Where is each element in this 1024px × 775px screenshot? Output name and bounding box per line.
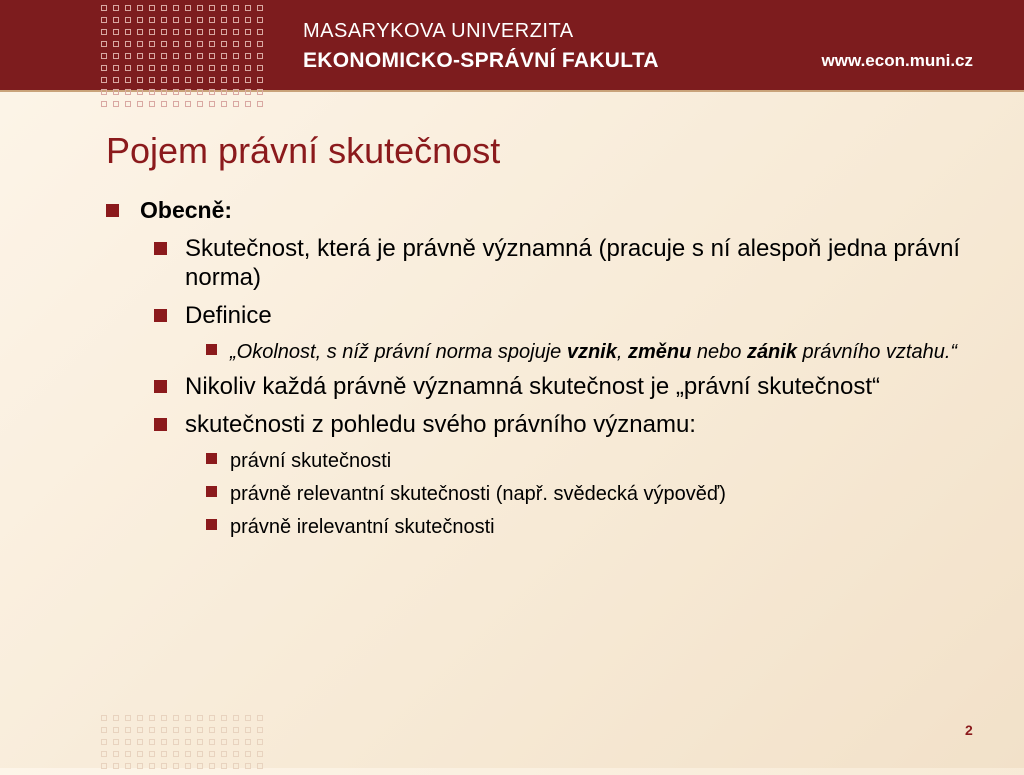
decorative-dot bbox=[113, 101, 119, 107]
decorative-dot bbox=[101, 53, 107, 59]
decorative-dot bbox=[257, 77, 263, 83]
decorative-dot bbox=[137, 727, 143, 733]
decorative-dot bbox=[209, 29, 215, 35]
decorative-dot bbox=[221, 727, 227, 733]
decorative-dot bbox=[101, 77, 107, 83]
bullet-text: skutečnosti z pohledu svého právního významu: bbox=[185, 411, 696, 438]
decorative-dot bbox=[221, 77, 227, 83]
faculty-name: EKONOMICKO-SPRÁVNÍ FAKULTA bbox=[303, 49, 659, 72]
decorative-dot bbox=[185, 29, 191, 35]
decorative-dot bbox=[113, 41, 119, 47]
decorative-dot bbox=[233, 5, 239, 11]
decorative-dot bbox=[209, 89, 215, 95]
bullet-text: právní skutečnosti bbox=[230, 450, 392, 472]
decorative-dot bbox=[257, 715, 263, 721]
decorative-dot bbox=[185, 739, 191, 745]
decorative-dot bbox=[173, 763, 179, 769]
decorative-dot bbox=[113, 89, 119, 95]
decorative-dot bbox=[173, 739, 179, 745]
decorative-dot bbox=[161, 53, 167, 59]
decorative-dot bbox=[161, 65, 167, 71]
decorative-dot bbox=[101, 715, 107, 721]
bullet-text: právně irelevantní skutečnosti bbox=[230, 516, 495, 538]
decorative-dot bbox=[197, 53, 203, 59]
decorative-dot bbox=[113, 751, 119, 757]
decorative-dot bbox=[233, 763, 239, 769]
decorative-dot bbox=[257, 41, 263, 47]
decorative-dot bbox=[221, 65, 227, 71]
square-bullet-icon bbox=[206, 344, 217, 355]
decorative-dot bbox=[233, 739, 239, 745]
decorative-dot bbox=[245, 763, 251, 769]
decorative-dot bbox=[209, 751, 215, 757]
decorative-dot bbox=[185, 65, 191, 71]
decorative-dot bbox=[137, 5, 143, 11]
decorative-dot bbox=[125, 53, 131, 59]
decorative-dot bbox=[125, 715, 131, 721]
decorative-dot bbox=[113, 727, 119, 733]
decorative-dot bbox=[185, 5, 191, 11]
decorative-dot bbox=[161, 5, 167, 11]
bullet-level3 bbox=[206, 481, 986, 507]
decorative-dot-grid-bottom bbox=[101, 715, 269, 775]
decorative-dot bbox=[161, 101, 167, 107]
decorative-dot bbox=[221, 763, 227, 769]
decorative-dot bbox=[137, 65, 143, 71]
definition-emphasis-zmenu: změnu bbox=[627, 341, 692, 363]
bullet-level1 bbox=[106, 197, 986, 224]
decorative-dot bbox=[209, 727, 215, 733]
decorative-dot bbox=[197, 41, 203, 47]
decorative-dot bbox=[257, 739, 263, 745]
decorative-dot bbox=[113, 5, 119, 11]
decorative-dot bbox=[101, 101, 107, 107]
decorative-dot bbox=[125, 41, 131, 47]
decorative-dot bbox=[245, 65, 251, 71]
university-name: MASARYKOVA UNIVERZITA bbox=[303, 20, 574, 42]
decorative-dot bbox=[149, 65, 155, 71]
decorative-dot bbox=[257, 53, 263, 59]
decorative-dot bbox=[173, 41, 179, 47]
decorative-dot bbox=[245, 727, 251, 733]
bullet-level3-definition bbox=[206, 339, 986, 365]
decorative-dot bbox=[197, 65, 203, 71]
decorative-dot bbox=[137, 41, 143, 47]
decorative-dot bbox=[245, 29, 251, 35]
decorative-dot bbox=[137, 101, 143, 107]
decorative-dot bbox=[101, 65, 107, 71]
header-bar bbox=[0, 0, 1024, 92]
decorative-dot bbox=[197, 763, 203, 769]
decorative-dot bbox=[125, 751, 131, 757]
slide-title: Pojem právní skutečnost bbox=[106, 130, 501, 171]
decorative-dot bbox=[173, 715, 179, 721]
decorative-dot bbox=[185, 17, 191, 23]
decorative-dot bbox=[173, 101, 179, 107]
decorative-dot bbox=[257, 89, 263, 95]
decorative-dot bbox=[125, 5, 131, 11]
decorative-dot bbox=[137, 763, 143, 769]
decorative-dot bbox=[149, 739, 155, 745]
decorative-dot bbox=[197, 17, 203, 23]
definition-text-part: právního vztahu.“ bbox=[796, 341, 958, 363]
decorative-dot bbox=[173, 89, 179, 95]
square-bullet-icon bbox=[106, 204, 119, 217]
decorative-dot bbox=[125, 65, 131, 71]
decorative-dot bbox=[233, 17, 239, 23]
decorative-dot bbox=[173, 751, 179, 757]
decorative-dot bbox=[137, 751, 143, 757]
decorative-dot bbox=[137, 29, 143, 35]
decorative-dot bbox=[233, 715, 239, 721]
definition-emphasis-vznik: vznik bbox=[566, 341, 617, 363]
square-bullet-icon bbox=[154, 380, 167, 393]
decorative-dot bbox=[173, 17, 179, 23]
decorative-dot bbox=[137, 77, 143, 83]
definition-text-part: „Okolnost, s níž právní norma spojuje bbox=[230, 341, 567, 363]
decorative-dot bbox=[197, 29, 203, 35]
decorative-dot bbox=[101, 5, 107, 11]
decorative-dot bbox=[113, 65, 119, 71]
decorative-dot bbox=[113, 29, 119, 35]
decorative-dot bbox=[233, 29, 239, 35]
definition-text-part: , bbox=[616, 341, 628, 363]
decorative-dot bbox=[113, 77, 119, 83]
decorative-dot bbox=[101, 739, 107, 745]
bullet-level3 bbox=[206, 448, 986, 474]
page-number: 2 bbox=[965, 722, 973, 738]
bullet-level2 bbox=[154, 372, 986, 401]
decorative-dot bbox=[245, 53, 251, 59]
decorative-dot bbox=[233, 727, 239, 733]
decorative-dot bbox=[221, 751, 227, 757]
decorative-dot bbox=[221, 5, 227, 11]
decorative-dot bbox=[221, 101, 227, 107]
decorative-dot bbox=[161, 715, 167, 721]
decorative-dot bbox=[233, 41, 239, 47]
decorative-dot bbox=[149, 41, 155, 47]
slide-content bbox=[106, 197, 986, 547]
decorative-dot bbox=[149, 53, 155, 59]
decorative-dot bbox=[245, 739, 251, 745]
decorative-dot bbox=[209, 763, 215, 769]
decorative-dot bbox=[101, 751, 107, 757]
decorative-dot bbox=[197, 101, 203, 107]
decorative-dot bbox=[173, 77, 179, 83]
decorative-dot bbox=[209, 5, 215, 11]
decorative-dot bbox=[161, 29, 167, 35]
decorative-dot bbox=[113, 53, 119, 59]
decorative-dot bbox=[149, 763, 155, 769]
decorative-dot bbox=[221, 739, 227, 745]
decorative-dot bbox=[245, 751, 251, 757]
square-bullet-icon bbox=[154, 309, 167, 322]
decorative-dot bbox=[149, 17, 155, 23]
decorative-dot bbox=[173, 29, 179, 35]
decorative-dot bbox=[197, 715, 203, 721]
square-bullet-icon bbox=[206, 519, 217, 530]
decorative-dot bbox=[149, 101, 155, 107]
decorative-dot bbox=[185, 751, 191, 757]
decorative-dot bbox=[137, 739, 143, 745]
decorative-dot bbox=[257, 17, 263, 23]
definition-emphasis-zanik: zánik bbox=[746, 341, 797, 363]
square-bullet-icon bbox=[206, 453, 217, 464]
decorative-dot bbox=[185, 763, 191, 769]
decorative-dot bbox=[257, 101, 263, 107]
decorative-dot bbox=[101, 89, 107, 95]
decorative-dot bbox=[161, 763, 167, 769]
decorative-dot bbox=[197, 727, 203, 733]
decorative-dot bbox=[161, 77, 167, 83]
decorative-dot bbox=[257, 65, 263, 71]
decorative-dot bbox=[101, 727, 107, 733]
decorative-dot bbox=[125, 77, 131, 83]
bullet-level2 bbox=[154, 301, 986, 330]
decorative-dot bbox=[137, 53, 143, 59]
decorative-dot bbox=[257, 763, 263, 769]
decorative-dot bbox=[197, 77, 203, 83]
square-bullet-icon bbox=[154, 242, 167, 255]
decorative-dot bbox=[161, 89, 167, 95]
decorative-dot bbox=[221, 53, 227, 59]
decorative-dot bbox=[125, 101, 131, 107]
decorative-dot bbox=[125, 739, 131, 745]
decorative-dot bbox=[137, 17, 143, 23]
website-url: www.econ.muni.cz bbox=[821, 51, 973, 70]
decorative-dot bbox=[233, 77, 239, 83]
decorative-dot bbox=[221, 29, 227, 35]
decorative-dot bbox=[245, 89, 251, 95]
decorative-dot bbox=[185, 53, 191, 59]
decorative-dot bbox=[245, 17, 251, 23]
bullet-text: Nikoliv každá právně významná skutečnost je „právní skutečnost“ bbox=[185, 373, 880, 400]
decorative-dot bbox=[113, 739, 119, 745]
decorative-dot bbox=[173, 5, 179, 11]
decorative-dot bbox=[173, 65, 179, 71]
decorative-dot bbox=[257, 751, 263, 757]
decorative-dot bbox=[125, 89, 131, 95]
decorative-dot bbox=[113, 17, 119, 23]
decorative-dot bbox=[125, 763, 131, 769]
bullet-level2 bbox=[154, 234, 986, 292]
decorative-dot bbox=[149, 5, 155, 11]
decorative-dot bbox=[197, 751, 203, 757]
decorative-dot bbox=[197, 5, 203, 11]
bullet-level2 bbox=[154, 410, 986, 439]
decorative-dot bbox=[149, 29, 155, 35]
decorative-dot bbox=[185, 77, 191, 83]
decorative-dot bbox=[233, 751, 239, 757]
decorative-dot bbox=[257, 29, 263, 35]
decorative-dot bbox=[149, 751, 155, 757]
bullet-text: Obecně: bbox=[140, 197, 233, 223]
decorative-dot bbox=[137, 89, 143, 95]
decorative-dot bbox=[209, 17, 215, 23]
decorative-dot bbox=[113, 763, 119, 769]
bullet-text: Skutečnost, která je právně významná (pracuje s ní alespoň jedna právní norma) bbox=[185, 235, 961, 291]
decorative-dot bbox=[233, 89, 239, 95]
decorative-dot bbox=[257, 727, 263, 733]
decorative-dot bbox=[233, 53, 239, 59]
definition-text-part: nebo bbox=[691, 341, 747, 363]
bullet-level3 bbox=[206, 514, 986, 540]
decorative-dot bbox=[245, 715, 251, 721]
bullet-text: Definice bbox=[185, 302, 272, 329]
decorative-dot-grid-top bbox=[101, 5, 269, 113]
decorative-dot bbox=[221, 89, 227, 95]
decorative-dot bbox=[185, 101, 191, 107]
decorative-dot bbox=[161, 739, 167, 745]
decorative-dot bbox=[209, 715, 215, 721]
decorative-dot bbox=[161, 17, 167, 23]
square-bullet-icon bbox=[154, 418, 167, 431]
decorative-dot bbox=[101, 41, 107, 47]
decorative-dot bbox=[161, 727, 167, 733]
decorative-dot bbox=[161, 41, 167, 47]
decorative-dot bbox=[113, 715, 119, 721]
square-bullet-icon bbox=[206, 486, 217, 497]
decorative-dot bbox=[149, 715, 155, 721]
decorative-dot bbox=[197, 739, 203, 745]
decorative-dot bbox=[221, 41, 227, 47]
decorative-dot bbox=[125, 17, 131, 23]
decorative-dot bbox=[233, 101, 239, 107]
decorative-dot bbox=[209, 53, 215, 59]
decorative-dot bbox=[125, 29, 131, 35]
decorative-dot bbox=[101, 29, 107, 35]
decorative-dot bbox=[197, 89, 203, 95]
decorative-dot bbox=[185, 41, 191, 47]
decorative-dot bbox=[149, 89, 155, 95]
decorative-dot bbox=[209, 739, 215, 745]
decorative-dot bbox=[245, 77, 251, 83]
decorative-dot bbox=[137, 715, 143, 721]
decorative-dot bbox=[185, 89, 191, 95]
decorative-dot bbox=[221, 715, 227, 721]
decorative-dot bbox=[185, 715, 191, 721]
decorative-dot bbox=[101, 763, 107, 769]
decorative-dot bbox=[173, 727, 179, 733]
decorative-dot bbox=[209, 65, 215, 71]
decorative-dot bbox=[149, 77, 155, 83]
decorative-dot bbox=[125, 727, 131, 733]
decorative-dot bbox=[245, 41, 251, 47]
decorative-dot bbox=[221, 17, 227, 23]
decorative-dot bbox=[161, 751, 167, 757]
bullet-text: právně relevantní skutečnosti (např. svědecká výpověď) bbox=[230, 483, 726, 505]
decorative-dot bbox=[101, 17, 107, 23]
decorative-dot bbox=[149, 727, 155, 733]
decorative-dot bbox=[173, 53, 179, 59]
decorative-dot bbox=[245, 101, 251, 107]
decorative-dot bbox=[185, 727, 191, 733]
decorative-dot bbox=[209, 101, 215, 107]
decorative-dot bbox=[209, 77, 215, 83]
decorative-dot bbox=[233, 65, 239, 71]
decorative-dot bbox=[209, 41, 215, 47]
decorative-dot bbox=[257, 5, 263, 11]
decorative-dot bbox=[245, 5, 251, 11]
